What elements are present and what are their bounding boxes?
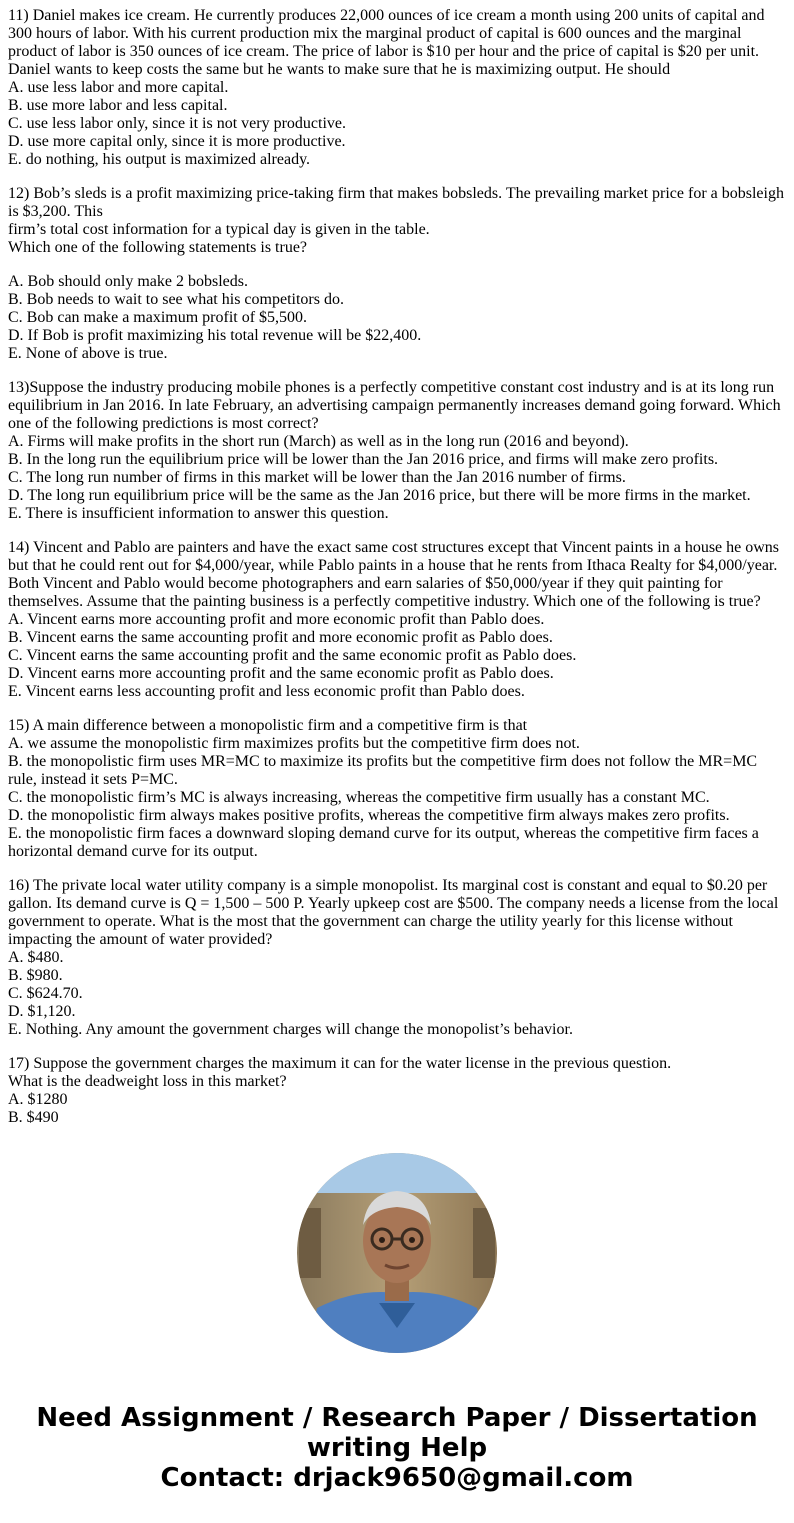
question-13-option-d: D. The long run equilibrium price will be the same as the Jan 2016 price, but there will be more firms in the market. bbox=[8, 487, 751, 504]
question-list bbox=[8, 7, 786, 1123]
question-16-option-d: D. $1,120. bbox=[8, 1003, 76, 1020]
question-11-stem: 11) Daniel makes ice cream. He currently produces 22,000 ounces of ice cream a month using 200 units of capital and 300 hours of labor. With his current production mix the marginal product of capital is 600 ounces and the marginal product of labor is 350 ounces of ice cream. The price of labor is $10 per hour and the price of capital is $20 per unit. Daniel wants to keep costs the same but he wants to make sure that he is maximizing output. He should bbox=[8, 7, 765, 78]
question-17-stem: 17) Suppose the government charges the maximum it can for the water license in the previous question. bbox=[8, 1055, 672, 1072]
question-12-stem-line-2: firm’s total cost information for a typical day is given in the table. bbox=[8, 221, 430, 238]
question-12 bbox=[8, 185, 786, 257]
question-12-option-c: C. Bob can make a maximum profit of $5,500. bbox=[8, 309, 308, 326]
banner-line-1: Need Assignment / Research Paper / Dissertation bbox=[36, 1403, 758, 1433]
question-17 bbox=[8, 1055, 786, 1123]
question-13-option-e: E. There is insufficient information to answer this question. bbox=[8, 505, 389, 522]
tutor-avatar bbox=[297, 1153, 497, 1353]
question-15 bbox=[8, 717, 786, 861]
question-17-prompt: What is the deadweight loss in this market? bbox=[8, 1073, 287, 1090]
question-12-prompt: Which one of the following statements is true? bbox=[8, 239, 308, 256]
banner-line-2: writing Help bbox=[306, 1433, 488, 1463]
question-11-option-a: A. use less labor and more capital. bbox=[8, 79, 229, 96]
question-13 bbox=[8, 379, 786, 523]
question-11-option-d: D. use more capital only, since it is more productive. bbox=[8, 133, 346, 150]
question-16-option-e: E. Nothing. Any amount the government charges will change the monopolist’s behavior. bbox=[8, 1021, 573, 1038]
question-15-option-c: C. the monopolistic firm’s MC is always increasing, whereas the competitive firm usually has a constant MC. bbox=[8, 789, 710, 806]
question-14-option-b: B. Vincent earns the same accounting profit and more economic profit as Pablo does. bbox=[8, 629, 553, 646]
banner-contact-email: Contact: drjack9650@gmail.com bbox=[160, 1463, 634, 1493]
question-15-option-a: A. we assume the monopolistic firm maximizes profits but the competitive firm does not. bbox=[8, 735, 580, 752]
question-16-option-c: C. $624.70. bbox=[8, 985, 83, 1002]
question-16-stem: 16) The private local water utility company is a simple monopolist. Its marginal cost is constant and equal to $0.20 per gallon. Its demand curve is Q = 1,500 – 500 P. Yearly upkeep cost are $500. The company needs a license from the local government to operate. What is the most that the government can charge the utility yearly for this license without impacting the amount of water provided? bbox=[8, 877, 779, 948]
question-14-option-a: A. Vincent earns more accounting profit and more economic profit than Pablo does. bbox=[8, 611, 545, 628]
tutor-portrait-icon bbox=[297, 1153, 497, 1353]
question-12-option-d: D. If Bob is profit maximizing his total revenue will be $22,400. bbox=[8, 327, 422, 344]
question-11-option-b: B. use more labor and less capital. bbox=[8, 97, 228, 114]
question-14-option-d: D. Vincent earns more accounting profit and the same economic profit as Pablo does. bbox=[8, 665, 554, 682]
question-15-option-b: B. the monopolistic firm uses MR=MC to maximize its profits but the competitive firm does not follow the MR=MC rule, instead it sets P=MC. bbox=[8, 753, 758, 788]
question-14-option-e: E. Vincent earns less accounting profit and less economic profit than Pablo does. bbox=[8, 683, 525, 700]
question-13-option-c: C. The long run number of firms in this market will be lower than the Jan 2016 number of firms. bbox=[8, 469, 626, 486]
question-17-option-b: B. $490 bbox=[8, 1109, 59, 1123]
question-13-stem: 13)Suppose the industry producing mobile phones is a perfectly competitive constant cost industry and is at its long run equilibrium in Jan 2016. In late February, an advertising campaign permanently increases demand going forward. Which one of the following predictions is most correct? bbox=[8, 379, 781, 432]
question-16 bbox=[8, 877, 786, 1039]
question-13-option-a: A. Firms will make profits in the short run (March) as well as in the long run (2016 and beyond). bbox=[8, 433, 629, 450]
question-14 bbox=[8, 539, 786, 701]
question-14-option-c: C. Vincent earns the same accounting profit and the same economic profit as Pablo does. bbox=[8, 647, 577, 664]
contact-banner bbox=[0, 1403, 794, 1493]
question-17-option-a: A. $1280 bbox=[8, 1091, 68, 1108]
question-12-option-b: B. Bob needs to wait to see what his competitors do. bbox=[8, 291, 344, 308]
question-12-option-a: A. Bob should only make 2 bobsleds. bbox=[8, 273, 248, 290]
question-11-option-e: E. do nothing, his output is maximized already. bbox=[8, 151, 311, 168]
question-16-option-b: B. $980. bbox=[8, 967, 63, 984]
question-12-option-e: E. None of above is true. bbox=[8, 345, 168, 362]
question-15-stem: 15) A main difference between a monopolistic firm and a competitive firm is that bbox=[8, 717, 528, 734]
question-15-option-e: E. the monopolistic firm faces a downward sloping demand curve for its output, whereas the competitive firm faces a horizontal demand curve for its output. bbox=[8, 825, 759, 860]
question-11 bbox=[8, 7, 786, 169]
question-16-option-a: A. $480. bbox=[8, 949, 64, 966]
question-12-options bbox=[8, 273, 786, 363]
question-13-option-b: B. In the long run the equilibrium price will be lower than the Jan 2016 price, and firms will make zero profits. bbox=[8, 451, 719, 468]
question-11-option-c: C. use less labor only, since it is not very productive. bbox=[8, 115, 347, 132]
question-15-option-d: D. the monopolistic firm always makes positive profits, whereas the competitive firm always makes zero profits. bbox=[8, 807, 730, 824]
question-12-stem: 12) Bob’s sleds is a profit maximizing price-taking firm that makes bobsleds. The prevailing market price for a bobsleigh is $3,200. This bbox=[8, 185, 784, 220]
question-14-stem: 14) Vincent and Pablo are painters and have the exact same cost structures except that Vincent paints in a house he owns but that he could rent out for $4,000/year, while Pablo paints in a house that he rents from Ithaca Realty for $4,000/year. Both Vincent and Pablo would become photographers and earn salaries of $50,000/year if they quit painting for themselves. Assume that the painting business is a perfectly competitive industry. Which one of the following is true? bbox=[8, 539, 780, 610]
